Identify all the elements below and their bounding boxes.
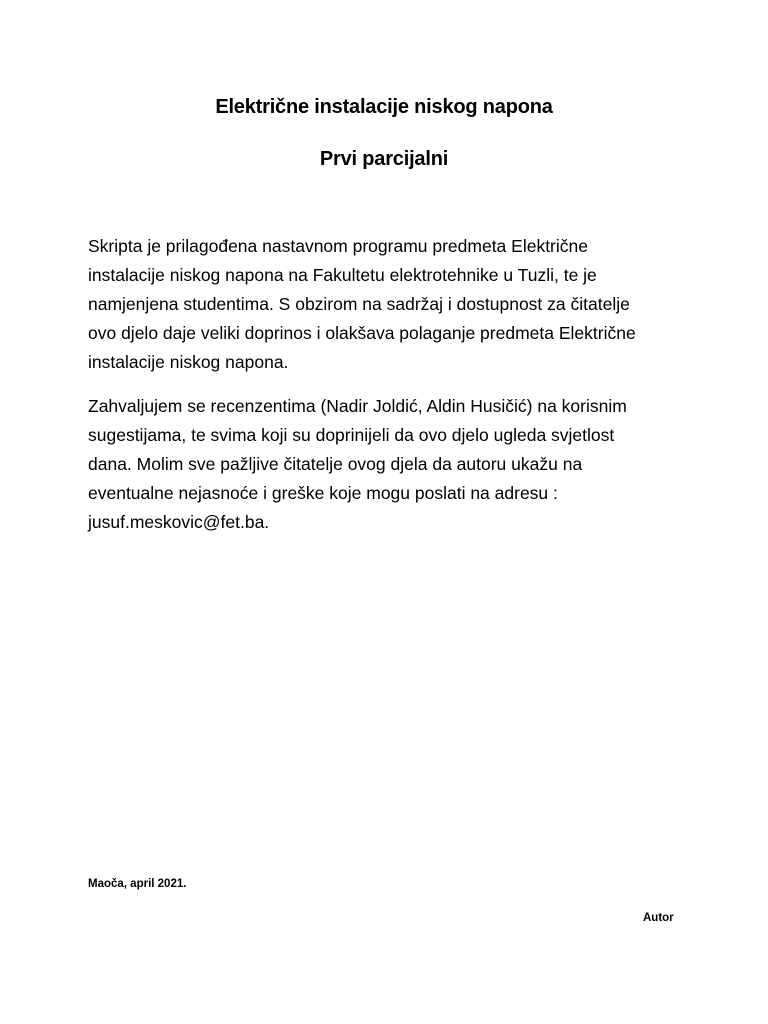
- paragraph-line: jusuf.meskovic@fet.ba.: [88, 512, 270, 532]
- paragraph-intro: [88, 232, 688, 377]
- paragraph-line: namjenjena studentima. S obzirom na sadržaj i dostupnost za čitatelje: [88, 294, 630, 314]
- paragraph-line: ovo djelo daje veliki doprinos i olakšava polaganje predmeta Električne: [88, 323, 636, 343]
- place-date: Maoča, april 2021.: [88, 878, 187, 890]
- paragraph-line: instalacije niskog napona.: [88, 352, 289, 372]
- paragraph-line: Zahvaljujem se recenzentima (Nadir Joldić, Aldin Husičić) na korisnim: [88, 396, 627, 416]
- author-signature: Autor: [643, 912, 674, 924]
- paragraph-line: Skripta je prilagođena nastavnom programu predmeta Električne: [88, 236, 588, 256]
- paragraph-line: sugestijama, te svima koji su doprinijeli da ovo djelo ugleda svjetlost: [88, 425, 615, 445]
- document-subtitle: Prvi parcijalni: [319, 148, 449, 170]
- paragraph-line: instalacije niskog napona na Fakultetu elektrotehnike u Tuzli, te je: [88, 265, 597, 285]
- paragraph-line: eventualne nejasnoće i greške koje mogu poslati na adresu :: [88, 483, 558, 503]
- paragraph-line: dana. Molim sve pažljive čitatelje ovog djela da autoru ukažu na: [88, 454, 583, 474]
- document-title: Električne instalacije niskog napona: [215, 96, 553, 118]
- paragraph-acknowledgement: [88, 392, 688, 537]
